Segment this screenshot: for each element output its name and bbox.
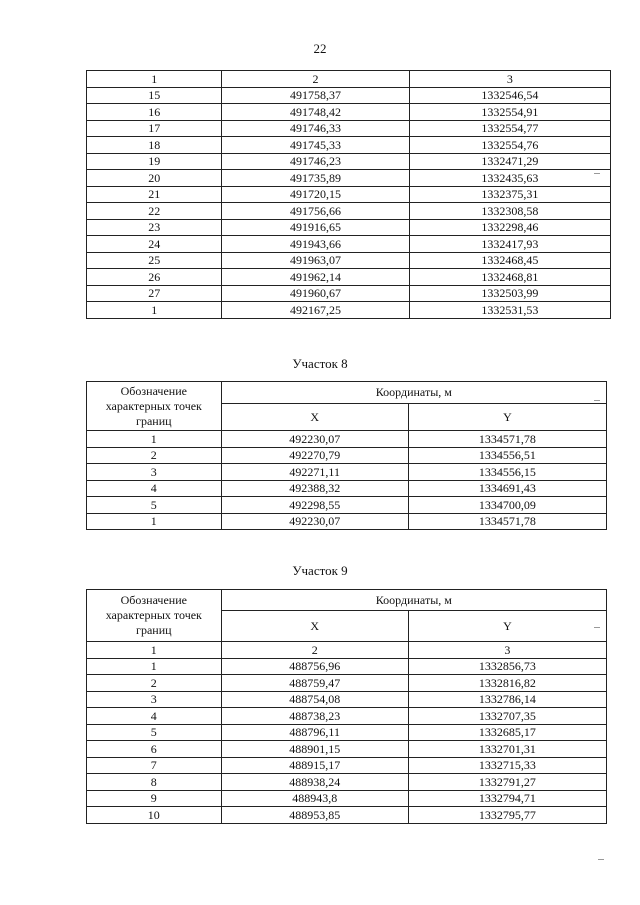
y-cell: 1332707,35	[408, 708, 606, 725]
y-cell: 1332795,77	[408, 807, 606, 824]
point-cell: 26	[87, 269, 222, 286]
x-cell: 492167,25	[222, 302, 409, 319]
x-cell: 492270,79	[221, 447, 408, 464]
x-cell: 491758,37	[222, 87, 409, 104]
y-cell: 1334571,78	[408, 513, 606, 530]
table-row	[87, 513, 607, 530]
header-x: X	[221, 611, 408, 642]
table-row	[87, 137, 611, 154]
y-cell: 1332554,77	[409, 120, 610, 137]
table-row	[87, 757, 607, 774]
x-cell: 492230,07	[221, 513, 408, 530]
column-number-2: 2	[222, 71, 409, 88]
y-cell: 1334691,43	[408, 480, 606, 497]
table-row	[87, 741, 607, 758]
point-cell: 5	[87, 497, 222, 514]
table-row	[87, 219, 611, 236]
section-title-9: Участок 9	[292, 563, 348, 578]
coordinates-table-section-9	[86, 589, 607, 824]
point-cell: 6	[87, 741, 222, 758]
header-y: Y	[408, 611, 606, 642]
table-row	[87, 708, 607, 725]
table-row	[87, 480, 607, 497]
header-points: Обозначение характерных точек границ	[87, 590, 222, 642]
table-row	[87, 302, 611, 319]
table-row	[87, 236, 611, 253]
point-cell: 7	[87, 757, 222, 774]
point-cell: 9	[87, 790, 222, 807]
table-row	[87, 691, 607, 708]
table-row	[87, 790, 607, 807]
scan-mark	[598, 859, 604, 860]
x-cell: 491720,15	[222, 186, 409, 203]
y-cell: 1332468,81	[409, 269, 610, 286]
y-cell: 1332308,58	[409, 203, 610, 220]
table-row	[87, 675, 607, 692]
x-cell: 488953,85	[221, 807, 408, 824]
table-row	[87, 170, 611, 187]
x-cell: 492388,32	[221, 480, 408, 497]
x-cell: 488759,47	[221, 675, 408, 692]
scan-mark	[594, 400, 600, 401]
point-cell: 8	[87, 774, 222, 791]
x-cell: 491748,42	[222, 104, 409, 121]
point-cell: 2	[87, 675, 222, 692]
y-cell: 1332531,53	[409, 302, 610, 319]
y-cell: 1332468,45	[409, 252, 610, 269]
x-cell: 491746,33	[222, 120, 409, 137]
header-coordinates: Координаты, м	[221, 382, 606, 404]
column-number-1: 1	[87, 71, 222, 88]
point-cell: 1	[87, 302, 222, 319]
table-row	[87, 104, 611, 121]
point-cell: 3	[87, 691, 222, 708]
x-cell: 488943,8	[221, 790, 408, 807]
x-cell: 488754,08	[221, 691, 408, 708]
x-cell: 491943,66	[222, 236, 409, 253]
y-cell: 1334571,78	[408, 431, 606, 448]
y-cell: 1332856,73	[408, 658, 606, 675]
y-cell: 1334556,51	[408, 447, 606, 464]
header-points: Обозначение характерных точек границ	[87, 382, 222, 431]
table-row	[87, 497, 607, 514]
point-cell: 19	[87, 153, 222, 170]
y-cell: 1332816,82	[408, 675, 606, 692]
y-cell: 1332554,91	[409, 104, 610, 121]
point-cell: 17	[87, 120, 222, 137]
x-cell: 492298,55	[221, 497, 408, 514]
y-cell: 1332786,14	[408, 691, 606, 708]
point-cell: 25	[87, 252, 222, 269]
y-cell: 1334700,09	[408, 497, 606, 514]
point-cell: 4	[87, 708, 222, 725]
header-coordinates: Координаты, м	[221, 590, 606, 611]
x-cell: 488938,24	[221, 774, 408, 791]
y-cell: 1332503,99	[409, 285, 610, 302]
point-cell: 22	[87, 203, 222, 220]
x-cell: 488901,15	[221, 741, 408, 758]
coordinates-table-continuation	[86, 70, 611, 319]
point-cell: 1	[87, 431, 222, 448]
x-cell: 491745,33	[222, 137, 409, 154]
table-row	[87, 252, 611, 269]
point-cell: 23	[87, 219, 222, 236]
table-row	[87, 658, 607, 675]
x-cell: 491735,89	[222, 170, 409, 187]
x-cell: 491960,67	[222, 285, 409, 302]
column-number-row	[87, 642, 607, 659]
table-row	[87, 285, 611, 302]
table-row	[87, 269, 611, 286]
point-cell: 16	[87, 104, 222, 121]
table-row	[87, 87, 611, 104]
x-cell: 488915,17	[221, 757, 408, 774]
point-cell: 15	[87, 87, 222, 104]
x-cell: 488738,23	[221, 708, 408, 725]
point-cell: 3	[87, 464, 222, 481]
section-title-8: Участок 8	[292, 356, 348, 371]
table-row	[87, 774, 607, 791]
point-cell: 18	[87, 137, 222, 154]
scan-mark	[594, 627, 600, 628]
y-cell: 1332546,54	[409, 87, 610, 104]
table-row	[87, 464, 607, 481]
table-row	[87, 431, 607, 448]
column-number-2: 2	[221, 642, 408, 659]
point-cell: 4	[87, 480, 222, 497]
coordinates-table-section-8	[86, 381, 607, 530]
y-cell: 1332794,71	[408, 790, 606, 807]
header-y: Y	[408, 404, 606, 431]
y-cell: 1332554,76	[409, 137, 610, 154]
y-cell: 1332685,17	[408, 724, 606, 741]
y-cell: 1332791,27	[408, 774, 606, 791]
table-row	[87, 120, 611, 137]
y-cell: 1332417,93	[409, 236, 610, 253]
table-row	[87, 807, 607, 824]
x-cell: 491746,23	[222, 153, 409, 170]
table-row	[87, 447, 607, 464]
x-cell: 492271,11	[221, 464, 408, 481]
table-row	[87, 724, 607, 741]
point-cell: 24	[87, 236, 222, 253]
x-cell: 491756,66	[222, 203, 409, 220]
table-row	[87, 186, 611, 203]
point-cell: 20	[87, 170, 222, 187]
point-cell: 1	[87, 658, 222, 675]
point-cell: 2	[87, 447, 222, 464]
point-cell: 27	[87, 285, 222, 302]
page-number: 22	[313, 41, 327, 56]
x-cell: 488796,11	[221, 724, 408, 741]
y-cell: 1334556,15	[408, 464, 606, 481]
column-number-3: 3	[409, 71, 610, 88]
table-row	[87, 153, 611, 170]
x-cell: 491962,14	[222, 269, 409, 286]
point-cell: 5	[87, 724, 222, 741]
point-cell: 10	[87, 807, 222, 824]
y-cell: 1332715,33	[408, 757, 606, 774]
x-cell: 491963,07	[222, 252, 409, 269]
column-number-3: 3	[408, 642, 606, 659]
y-cell: 1332375,31	[409, 186, 610, 203]
scan-mark	[594, 173, 600, 174]
y-cell: 1332701,31	[408, 741, 606, 758]
column-number-1: 1	[87, 642, 222, 659]
header-x: X	[221, 404, 408, 431]
point-cell: 21	[87, 186, 222, 203]
x-cell: 492230,07	[221, 431, 408, 448]
x-cell: 491916,65	[222, 219, 409, 236]
table-row	[87, 203, 611, 220]
table-header-row	[87, 71, 611, 88]
x-cell: 488756,96	[221, 658, 408, 675]
y-cell: 1332435,63	[409, 170, 610, 187]
point-cell: 1	[87, 513, 222, 530]
y-cell: 1332298,46	[409, 219, 610, 236]
y-cell: 1332471,29	[409, 153, 610, 170]
